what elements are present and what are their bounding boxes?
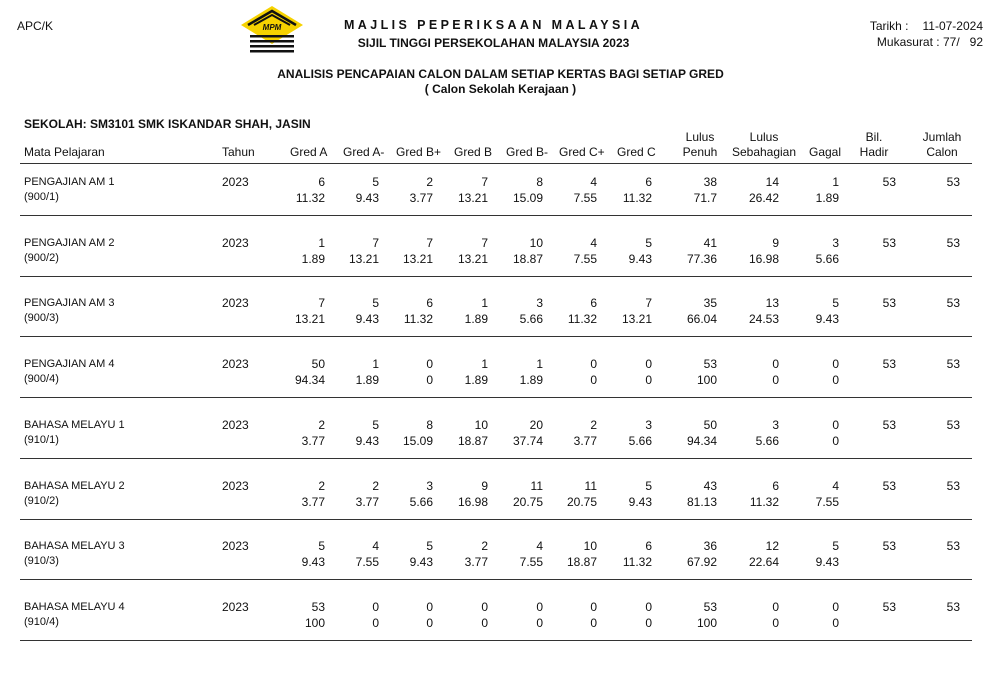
subject-cell bbox=[24, 600, 125, 630]
count-cell: 0 bbox=[481, 600, 488, 614]
calon-cell: 53 bbox=[946, 357, 960, 371]
count-cell: 10 bbox=[529, 236, 543, 250]
count-cell: 0 bbox=[832, 357, 839, 371]
percent-cell: 3.77 bbox=[573, 434, 597, 448]
count-cell: 1 bbox=[372, 357, 379, 371]
calon-cell: 53 bbox=[946, 479, 960, 493]
col-subject: Mata Pelajaran bbox=[24, 145, 105, 159]
percent-cell: 1.89 bbox=[519, 373, 543, 387]
percent-cell: 66.04 bbox=[686, 312, 717, 326]
subject-code: (900/3) bbox=[24, 312, 59, 324]
col-lulus-penuh-l1: Lulus bbox=[685, 130, 715, 144]
count-cell: 8 bbox=[426, 418, 433, 432]
count-cell: 9 bbox=[772, 236, 779, 250]
subject-cell bbox=[24, 357, 114, 387]
subject-code: (910/4) bbox=[24, 616, 59, 628]
count-cell: 3 bbox=[645, 418, 652, 432]
percent-cell: 0 bbox=[832, 616, 839, 630]
year-cell: 2023 bbox=[222, 479, 249, 493]
count-cell: 6 bbox=[645, 175, 652, 189]
percent-cell: 94.34 bbox=[294, 373, 325, 387]
percent-cell: 7.55 bbox=[573, 252, 597, 266]
percent-cell: 11.32 bbox=[622, 191, 652, 205]
calon-cell: 53 bbox=[946, 418, 960, 432]
percent-cell: 0 bbox=[772, 373, 779, 387]
col-gagal: Gagal bbox=[809, 145, 842, 159]
page-value: 77/ 92 bbox=[942, 35, 983, 49]
count-cell: 3 bbox=[832, 236, 839, 250]
subject-name: BAHASA MELAYU 4 bbox=[24, 601, 125, 613]
percent-cell: 1.89 bbox=[301, 252, 325, 266]
count-cell: 5 bbox=[832, 539, 839, 553]
percent-cell: 0 bbox=[481, 616, 488, 630]
percent-cell: 5.66 bbox=[755, 434, 779, 448]
percent-cell: 7.55 bbox=[815, 495, 839, 509]
col-bil-hadir-l2: Hadir bbox=[859, 145, 889, 159]
col-lulus-seb-l2: Sebahagian bbox=[731, 145, 797, 159]
count-cell: 6 bbox=[318, 175, 325, 189]
count-cell: 4 bbox=[590, 175, 597, 189]
header-divider bbox=[20, 163, 972, 164]
percent-cell: 1.89 bbox=[464, 373, 488, 387]
percent-cell: 18.87 bbox=[457, 434, 488, 448]
percent-cell: 0 bbox=[426, 616, 433, 630]
subject-code: (900/4) bbox=[24, 373, 59, 385]
table-row bbox=[0, 600, 1001, 661]
calon-cell: 53 bbox=[946, 539, 960, 553]
percent-cell: 71.7 bbox=[693, 191, 717, 205]
count-cell: 5 bbox=[426, 539, 433, 553]
calon-cell: 53 bbox=[946, 600, 960, 614]
count-cell: 1 bbox=[318, 236, 325, 250]
count-cell: 53 bbox=[703, 357, 717, 371]
count-cell: 35 bbox=[703, 296, 717, 310]
percent-cell: 9.43 bbox=[355, 191, 379, 205]
col-lulus-penuh-l2: Penuh bbox=[682, 145, 718, 159]
percent-cell: 100 bbox=[696, 373, 717, 387]
report-title: ANALISIS PENCAPAIAN CALON DALAM SETIAP KERTAS BAGI SETIAP GRED bbox=[277, 67, 724, 81]
calon-cell: 53 bbox=[946, 236, 960, 250]
subject-code: (910/3) bbox=[24, 555, 59, 567]
count-cell: 2 bbox=[481, 539, 488, 553]
hadir-cell: 53 bbox=[882, 236, 896, 250]
page-label: Mukasurat : bbox=[876, 35, 940, 49]
count-cell: 5 bbox=[372, 296, 379, 310]
count-cell: 53 bbox=[311, 600, 325, 614]
percent-cell: 20.75 bbox=[512, 495, 543, 509]
row-divider bbox=[20, 640, 972, 641]
hadir-cell: 53 bbox=[882, 357, 896, 371]
subject-name: PENGAJIAN AM 1 bbox=[24, 176, 115, 188]
count-cell: 1 bbox=[536, 357, 543, 371]
count-cell: 2 bbox=[426, 175, 433, 189]
percent-cell: 11.32 bbox=[403, 312, 433, 326]
count-cell: 4 bbox=[372, 539, 379, 553]
hadir-cell: 53 bbox=[882, 479, 896, 493]
percent-cell: 11.32 bbox=[622, 555, 652, 569]
count-cell: 0 bbox=[372, 600, 379, 614]
count-cell: 36 bbox=[703, 539, 717, 553]
count-cell: 0 bbox=[590, 600, 597, 614]
percent-cell: 7.55 bbox=[573, 191, 597, 205]
col-lulus-sebahagian bbox=[726, 130, 802, 160]
percent-cell: 3.77 bbox=[464, 555, 488, 569]
count-cell: 1 bbox=[481, 296, 488, 310]
percent-cell: 13.21 bbox=[294, 312, 325, 326]
count-cell: 0 bbox=[590, 357, 597, 371]
date-value: 11-07-2024 bbox=[922, 19, 983, 33]
count-cell: 7 bbox=[645, 296, 652, 310]
percent-cell: 9.43 bbox=[628, 252, 652, 266]
count-cell: 5 bbox=[372, 418, 379, 432]
subject-code: (900/1) bbox=[24, 191, 59, 203]
count-cell: 9 bbox=[481, 479, 488, 493]
row-divider bbox=[20, 276, 972, 277]
percent-cell: 9.43 bbox=[355, 312, 379, 326]
percent-cell: 3.77 bbox=[355, 495, 379, 509]
count-cell: 2 bbox=[372, 479, 379, 493]
count-cell: 5 bbox=[832, 296, 839, 310]
count-cell: 50 bbox=[311, 357, 325, 371]
percent-cell: 0 bbox=[832, 373, 839, 387]
percent-cell: 9.43 bbox=[815, 555, 839, 569]
date-label: Tarikh : bbox=[869, 19, 909, 33]
col-bil-hadir bbox=[856, 130, 892, 160]
col-jumlah-calon bbox=[918, 130, 966, 160]
percent-cell: 3.77 bbox=[409, 191, 433, 205]
subject-name: PENGAJIAN AM 3 bbox=[24, 297, 115, 309]
percent-cell: 5.66 bbox=[409, 495, 433, 509]
count-cell: 53 bbox=[703, 600, 717, 614]
subject-cell bbox=[24, 236, 114, 266]
percent-cell: 100 bbox=[696, 616, 717, 630]
count-cell: 0 bbox=[645, 357, 652, 371]
subject-cell bbox=[24, 175, 114, 205]
table-row bbox=[0, 539, 1001, 600]
table-row bbox=[0, 296, 1001, 357]
count-cell: 4 bbox=[832, 479, 839, 493]
row-divider bbox=[20, 215, 972, 216]
count-cell: 0 bbox=[645, 600, 652, 614]
count-cell: 5 bbox=[645, 479, 652, 493]
percent-cell: 26.42 bbox=[748, 191, 779, 205]
year-cell: 2023 bbox=[222, 296, 249, 310]
subject-cell bbox=[24, 479, 125, 509]
hadir-cell: 53 bbox=[882, 175, 896, 189]
count-cell: 2 bbox=[318, 418, 325, 432]
col-gred-c: Gred C bbox=[617, 145, 656, 159]
count-cell: 1 bbox=[832, 175, 839, 189]
col-gred-b-plus: Gred B+ bbox=[396, 145, 442, 159]
count-cell: 5 bbox=[645, 236, 652, 250]
count-cell: 0 bbox=[832, 600, 839, 614]
col-bil-hadir-l1: Bil. bbox=[865, 130, 883, 144]
percent-cell: 22.64 bbox=[748, 555, 779, 569]
col-jumlah-calon-l1: Jumlah bbox=[922, 130, 962, 144]
count-cell: 11 bbox=[530, 479, 543, 493]
hadir-cell: 53 bbox=[882, 418, 896, 432]
calon-cell: 53 bbox=[946, 175, 960, 189]
percent-cell: 5.66 bbox=[519, 312, 543, 326]
count-cell: 3 bbox=[426, 479, 433, 493]
percent-cell: 0 bbox=[590, 373, 597, 387]
percent-cell: 0 bbox=[590, 616, 597, 630]
percent-cell: 77.36 bbox=[686, 252, 717, 266]
table-row bbox=[0, 479, 1001, 540]
year-cell: 2023 bbox=[222, 539, 249, 553]
count-cell: 12 bbox=[765, 539, 779, 553]
percent-cell: 0 bbox=[536, 616, 543, 630]
count-cell: 43 bbox=[703, 479, 717, 493]
percent-cell: 0 bbox=[645, 616, 652, 630]
count-cell: 7 bbox=[426, 236, 433, 250]
count-cell: 6 bbox=[426, 296, 433, 310]
count-cell: 10 bbox=[583, 539, 597, 553]
row-divider bbox=[20, 336, 972, 337]
percent-cell: 15.09 bbox=[512, 191, 543, 205]
count-cell: 6 bbox=[590, 296, 597, 310]
percent-cell: 0 bbox=[426, 373, 433, 387]
table-row bbox=[0, 236, 1001, 297]
percent-cell: 13.21 bbox=[402, 252, 433, 266]
percent-cell: 13.21 bbox=[621, 312, 652, 326]
subject-code: (910/2) bbox=[24, 495, 59, 507]
col-gred-c-plus: Gred C+ bbox=[559, 145, 605, 159]
count-cell: 10 bbox=[474, 418, 488, 432]
col-jumlah-calon-l2: Calon bbox=[926, 145, 958, 159]
row-divider bbox=[20, 579, 972, 580]
count-cell: 4 bbox=[536, 539, 543, 553]
count-cell: 7 bbox=[481, 236, 488, 250]
count-cell: 5 bbox=[318, 539, 325, 553]
subject-name: PENGAJIAN AM 4 bbox=[24, 358, 115, 370]
percent-cell: 100 bbox=[304, 616, 325, 630]
subject-name: PENGAJIAN AM 2 bbox=[24, 237, 115, 249]
percent-cell: 7.55 bbox=[519, 555, 543, 569]
hadir-cell: 53 bbox=[882, 539, 896, 553]
count-cell: 7 bbox=[372, 236, 379, 250]
percent-cell: 5.66 bbox=[628, 434, 652, 448]
percent-cell: 1.89 bbox=[464, 312, 488, 326]
hadir-cell: 53 bbox=[882, 600, 896, 614]
col-gred-a-minus: Gred A- bbox=[343, 145, 385, 159]
percent-cell: 9.43 bbox=[815, 312, 839, 326]
org-name: MAJLIS PEPERIKSAAN MALAYSIA bbox=[343, 18, 643, 32]
year-cell: 2023 bbox=[222, 357, 249, 371]
table-row bbox=[0, 175, 1001, 236]
hadir-cell: 53 bbox=[882, 296, 896, 310]
row-divider bbox=[20, 458, 972, 459]
count-cell: 11 bbox=[584, 479, 597, 493]
count-cell: 0 bbox=[426, 600, 433, 614]
report-subtitle: ( Calon Sekolah Kerajaan ) bbox=[424, 82, 577, 96]
percent-cell: 11.32 bbox=[295, 191, 325, 205]
percent-cell: 9.43 bbox=[301, 555, 325, 569]
count-cell: 7 bbox=[481, 175, 488, 189]
subject-code: (900/2) bbox=[24, 252, 59, 264]
count-cell: 0 bbox=[832, 418, 839, 432]
exam-name: SIJIL TINGGI PERSEKOLAHAN MALAYSIA 2023 bbox=[357, 36, 630, 50]
percent-cell: 1.89 bbox=[815, 191, 839, 205]
percent-cell: 11.32 bbox=[749, 495, 779, 509]
count-cell: 38 bbox=[703, 175, 717, 189]
percent-cell: 9.43 bbox=[628, 495, 652, 509]
count-cell: 6 bbox=[772, 479, 779, 493]
page-line bbox=[877, 35, 983, 49]
count-cell: 6 bbox=[645, 539, 652, 553]
count-cell: 41 bbox=[703, 236, 717, 250]
table-row bbox=[0, 418, 1001, 479]
percent-cell: 3.77 bbox=[301, 495, 325, 509]
percent-cell: 13.21 bbox=[457, 191, 488, 205]
percent-cell: 81.13 bbox=[686, 495, 717, 509]
date-line bbox=[870, 19, 983, 33]
percent-cell: 67.92 bbox=[686, 555, 717, 569]
percent-cell: 0 bbox=[772, 616, 779, 630]
count-cell: 8 bbox=[536, 175, 543, 189]
calon-cell: 53 bbox=[946, 296, 960, 310]
col-gred-b: Gred B bbox=[454, 145, 493, 159]
percent-cell: 20.75 bbox=[566, 495, 597, 509]
percent-cell: 94.34 bbox=[686, 434, 717, 448]
percent-cell: 7.55 bbox=[355, 555, 379, 569]
percent-cell: 18.87 bbox=[566, 555, 597, 569]
count-cell: 13 bbox=[765, 296, 779, 310]
count-cell: 0 bbox=[772, 600, 779, 614]
col-year: Tahun bbox=[222, 145, 255, 159]
subject-name: BAHASA MELAYU 2 bbox=[24, 480, 125, 492]
percent-cell: 5.66 bbox=[815, 252, 839, 266]
col-lulus-penuh bbox=[676, 130, 724, 160]
school-name: SEKOLAH: SM3101 SMK ISKANDAR SHAH, JASIN bbox=[24, 117, 311, 131]
subject-cell bbox=[24, 418, 125, 448]
year-cell: 2023 bbox=[222, 600, 249, 614]
count-cell: 3 bbox=[772, 418, 779, 432]
subject-name: BAHASA MELAYU 1 bbox=[24, 419, 125, 431]
year-cell: 2023 bbox=[222, 418, 249, 432]
count-cell: 5 bbox=[372, 175, 379, 189]
percent-cell: 0 bbox=[645, 373, 652, 387]
percent-cell: 16.98 bbox=[457, 495, 488, 509]
percent-cell: 1.89 bbox=[355, 373, 379, 387]
count-cell: 20 bbox=[529, 418, 543, 432]
percent-cell: 24.53 bbox=[748, 312, 779, 326]
percent-cell: 13.21 bbox=[348, 252, 379, 266]
year-cell: 2023 bbox=[222, 236, 249, 250]
percent-cell: 37.74 bbox=[512, 434, 543, 448]
percent-cell: 0 bbox=[372, 616, 379, 630]
svg-text:MPM: MPM bbox=[262, 23, 282, 32]
count-cell: 4 bbox=[590, 236, 597, 250]
count-cell: 14 bbox=[765, 175, 779, 189]
table-row bbox=[0, 357, 1001, 418]
count-cell: 7 bbox=[318, 296, 325, 310]
percent-cell: 13.21 bbox=[457, 252, 488, 266]
report-code: APC/K bbox=[17, 19, 54, 33]
count-cell: 50 bbox=[703, 418, 717, 432]
percent-cell: 18.87 bbox=[512, 252, 543, 266]
col-gred-a: Gred A bbox=[290, 145, 328, 159]
percent-cell: 3.77 bbox=[301, 434, 325, 448]
count-cell: 3 bbox=[536, 296, 543, 310]
count-cell: 2 bbox=[590, 418, 597, 432]
count-cell: 0 bbox=[536, 600, 543, 614]
percent-cell: 15.09 bbox=[402, 434, 433, 448]
subject-cell bbox=[24, 539, 125, 569]
count-cell: 0 bbox=[772, 357, 779, 371]
row-divider bbox=[20, 519, 972, 520]
row-divider bbox=[20, 397, 972, 398]
year-cell: 2023 bbox=[222, 175, 249, 189]
subject-name: BAHASA MELAYU 3 bbox=[24, 540, 125, 552]
percent-cell: 9.43 bbox=[409, 555, 433, 569]
subject-code: (910/1) bbox=[24, 434, 59, 446]
count-cell: 0 bbox=[426, 357, 433, 371]
col-lulus-seb-l1: Lulus bbox=[749, 130, 779, 144]
percent-cell: 0 bbox=[832, 434, 839, 448]
count-cell: 2 bbox=[318, 479, 325, 493]
percent-cell: 16.98 bbox=[748, 252, 779, 266]
count-cell: 1 bbox=[481, 357, 488, 371]
percent-cell: 11.32 bbox=[567, 312, 597, 326]
subject-cell bbox=[24, 296, 114, 326]
percent-cell: 9.43 bbox=[355, 434, 379, 448]
col-gred-b-minus: Gred B- bbox=[506, 145, 549, 159]
